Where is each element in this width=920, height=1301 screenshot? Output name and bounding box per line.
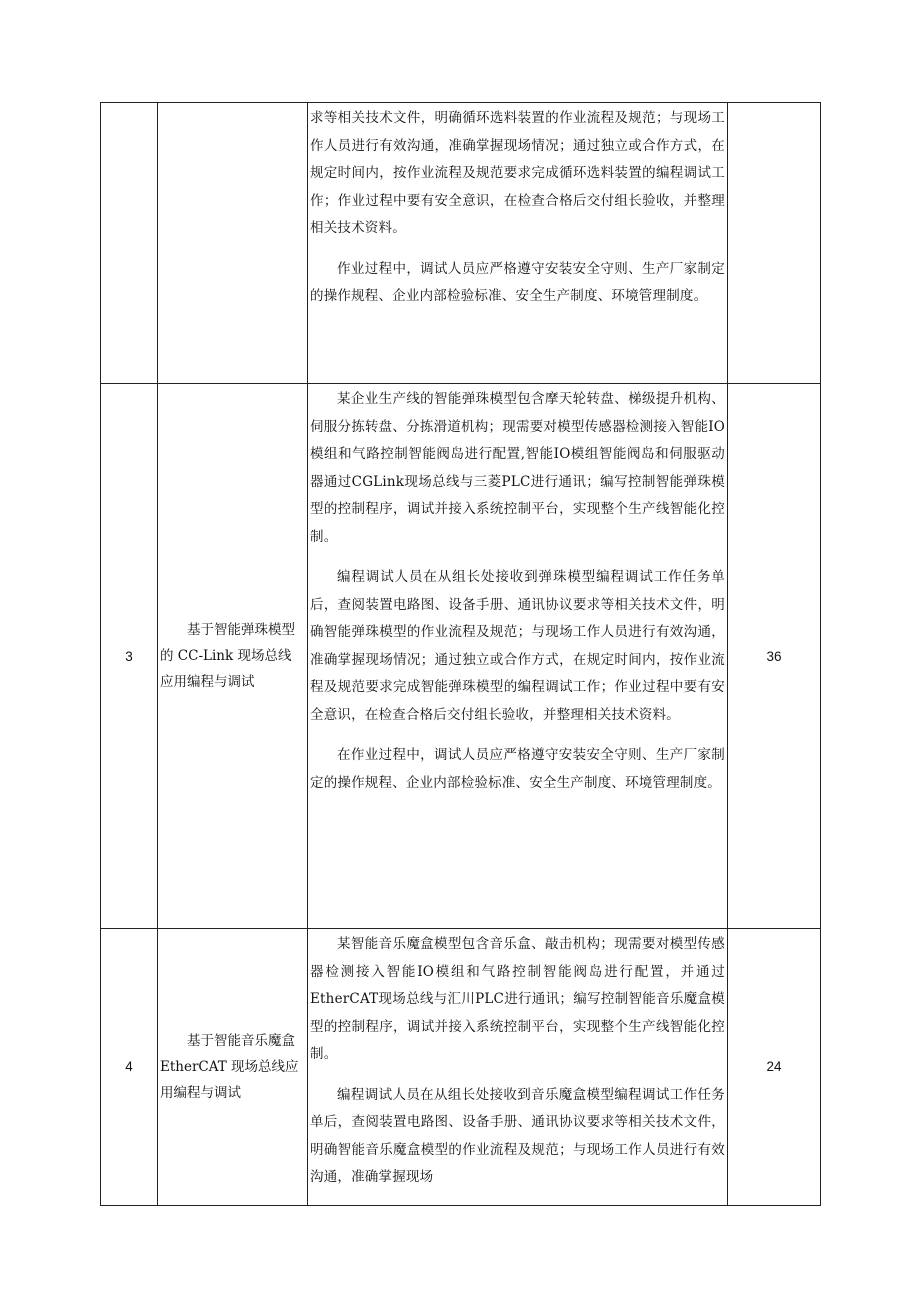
description-paragraph: 某智能音乐魔盒模型包含音乐盒、敲击机构；现需要对模型传感器检测接入智能IO模组和气路控制智能阀岛进行配置，并通过EtherCAT现场总线与汇川PLC进行通讯；编写控制智能音乐魔盒模型的控制程序，调试并接入系统控制平台，实现整个生产线智能化控制。 [310, 936, 725, 1062]
task-title-cell [158, 384, 308, 929]
description-paragraph: 编程调试人员在从组长处接收到弹珠模型编程调试工作任务单后，查阅装置电路图、设备手册、通讯协议要求等相关技术文件，明确智能弹珠模型的作业流程及规范；与现场工作人员进行有效沟通，准确掌握现场情况；通过独立或合作方式，在规定时间内，按作业流程及规范要求完成智能弹珠模型的编程调试工作；作业过程中要有安全意识，在检查合格后交付组长验收，并整理相关技术资料。 [310, 569, 725, 723]
description-paragraph: 在作业过程中，调试人员应严格遵守安装安全守则、生产厂家制定的操作规程、企业内部检验标准、安全生产制度、环境管理制度。 [310, 747, 725, 791]
description-paragraph: 作业过程中，调试人员应严格遵守安装安全守则、生产厂家制定的操作规程、企业内部检验标准、安全生产制度、环境管理制度。 [310, 260, 725, 304]
task-table [100, 102, 821, 1206]
task-description [308, 929, 728, 1206]
task-description [308, 384, 728, 929]
description-paragraph: 编程调试人员在从组长处接收到音乐魔盒模型编程调试工作任务单后，查阅装置电路图、设备手册、通讯协议要求等相关技术文件，明确智能音乐魔盒模型的作业流程及规范；与现场工作人员进行有效沟通，准确掌握现场 [310, 1086, 725, 1185]
description-paragraph: 某企业生产线的智能弹珠模型包含摩天轮转盘、梯级提升机构、伺服分拣转盘、分拣滑道机构；现需要对模型传感器检测接入智能IO模组和气路控制智能阀岛进行配置,智能IO模组智能阀岛和伺服驱动器通过CGLink现场总线与三菱PLC进行通讯；编写控制智能弹珠模型的控制程序，调试并接入系统控制平台，实现整个生产线智能化控制。 [310, 391, 725, 545]
task-title: 基于智能弹珠模型的 CC-Link 现场总线应用编程与调试 [160, 622, 295, 690]
table-row [101, 384, 821, 929]
task-number: 4 [101, 929, 158, 1206]
table-row [101, 929, 821, 1206]
task-title: 基于智能音乐魔盒 EtherCAT 现场总线应用编程与调试 [160, 1032, 299, 1101]
task-number [101, 103, 158, 384]
task-hours [728, 103, 821, 384]
table-row [101, 103, 821, 384]
task-hours: 24 [728, 929, 821, 1206]
task-description [308, 103, 728, 384]
description-paragraph: 求等相关技术文件，明确循环选料装置的作业流程及规范；与现场工作人员进行有效沟通，准确掌握现场情况；通过独立或合作方式，在规定时间内，按作业流程及规范要求完成循环选料装置的编程调试工作；作业过程中要有安全意识，在检查合格后交付组长验收，并整理相关技术资料。 [310, 110, 725, 236]
task-title-cell [158, 929, 308, 1206]
task-hours: 36 [728, 384, 821, 929]
task-title-cell [158, 103, 308, 384]
task-number: 3 [101, 384, 158, 929]
